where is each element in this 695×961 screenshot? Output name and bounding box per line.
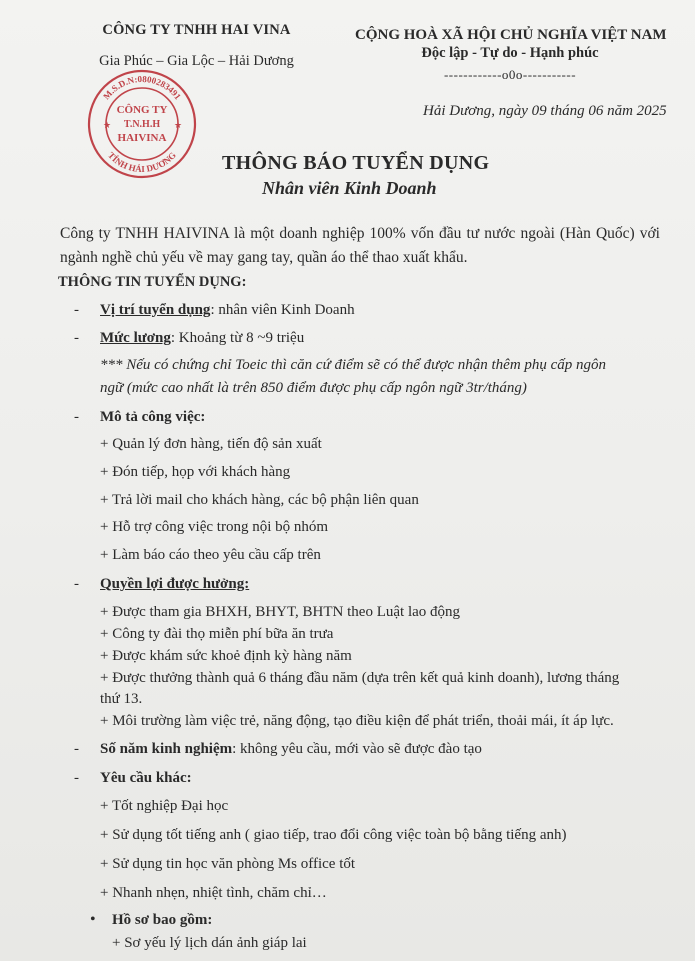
document-title: THÔNG BÁO TUYỂN DỤNG (222, 152, 490, 174)
svg-text:★: ★ (103, 120, 112, 130)
dash-marker: - (74, 770, 79, 786)
stamp-ring-bottom: TỈNH HẢI DƯƠNG (106, 150, 178, 175)
company-name: CÔNG TY TNHH HAI VINA (102, 22, 291, 38)
stamp-ring-top: M.S.D.N:0800283491 (101, 73, 184, 102)
experience-value: : không yêu cầu, mới vào sẽ được đào tạo (232, 741, 482, 757)
benefit-item: thứ 13. (100, 691, 143, 707)
company-address: Gia Phúc – Gia Lộc – Hải Dương (99, 53, 294, 69)
stamp-line-3: HAIVINA (117, 132, 167, 144)
dash-marker: - (74, 576, 79, 592)
position-value: : nhân viên Kinh Doanh (210, 302, 355, 318)
other-requirements-label: Yêu cầu khác: (100, 770, 192, 786)
company-seal-stamp (86, 68, 198, 180)
section-title: THÔNG TIN TUYỂN DỤNG: (58, 274, 247, 290)
benefits-label: Quyền lợi được hưởng: (100, 576, 250, 592)
documents-label: Hồ sơ bao gồm: (112, 912, 213, 928)
requirement-item: + Nhanh nhẹn, nhiệt tình, chăm chỉ… (100, 885, 327, 901)
salary-row (100, 330, 304, 347)
stamp-line-1: CÔNG TY (116, 104, 168, 116)
job-description-item: + Trả lời mail cho khách hàng, các bộ phận liên quan (100, 492, 419, 508)
job-description-label: Mô tả công việc: (100, 409, 206, 425)
nation-motto: Độc lập - Tự do - Hạnh phúc (421, 45, 599, 61)
dash-marker: - (74, 741, 79, 757)
position-row (100, 302, 355, 319)
benefit-item: + Được khám sức khoẻ định kỳ hàng năm (100, 648, 352, 664)
benefit-item: + Môi trường làm việc trẻ, năng động, tạo điều kiện để phát triển, thoải mái, ít áp lực. (100, 713, 614, 729)
salary-value: : Khoảng từ 8 ~9 triệu (170, 330, 305, 346)
document-item: + Sơ yếu lý lịch dán ảnh giáp lai (112, 935, 307, 951)
document-subtitle: Nhân viên Kinh Doanh (262, 178, 437, 198)
job-description-item: + Hỗ trợ công việc trong nội bộ nhóm (100, 519, 329, 535)
nation-separator: ------------o0o----------- (443, 67, 577, 82)
benefit-item: + Được tham gia BHXH, BHYT, BHTN theo Luật lao động (100, 604, 461, 620)
salary-label: Mức lương (100, 330, 171, 346)
position-label: Vị trí tuyển dụng (100, 302, 211, 318)
requirement-item: + Sử dụng tốt tiếng anh ( giao tiếp, trao đổi công việc toàn bộ bằng tiếng anh) (100, 827, 567, 843)
salary-note-line-2: ngữ (mức cao nhất là trên 850 điểm được phụ cấp ngôn ngữ 3tr/tháng) (100, 380, 527, 396)
stamp-line-2: T.N.H.H (123, 119, 161, 130)
job-description-item: + Quản lý đơn hàng, tiến độ sản xuất (100, 436, 322, 452)
dash-marker: - (74, 409, 79, 425)
benefit-item: + Được thưởng thành quả 6 tháng đầu năm (dựa trên kết quả kinh doanh), lương tháng (100, 670, 620, 686)
experience-row (100, 741, 482, 758)
benefit-item: + Công ty đài thọ miễn phí bữa ăn trưa (100, 626, 334, 642)
experience-label: Số năm kinh nghiệm (100, 741, 233, 757)
job-description-item: + Làm báo cáo theo yêu cầu cấp trên (100, 547, 321, 563)
svg-text:★: ★ (174, 120, 183, 130)
date-line: Hải Dương, ngày 09 tháng 06 năm 2025 (423, 103, 667, 119)
bullet-marker: • (90, 911, 96, 928)
nation-title: CỘNG HOÀ XÃ HỘI CHỦ NGHĨA VIỆT NAM (355, 27, 667, 43)
salary-note-line-1: *** Nếu có chứng chỉ Toeic thì căn cứ điểm sẽ có thể được nhận thêm phụ cấp ngôn (100, 357, 607, 373)
dash-marker: - (74, 302, 79, 318)
requirement-item: + Tốt nghiệp Đại học (100, 798, 229, 814)
dash-marker: - (74, 330, 79, 346)
requirement-item: + Sử dụng tin học văn phòng Ms office tốt (100, 856, 356, 872)
intro-paragraph: Công ty TNHH HAIVINA là một doanh nghiệp 100% vốn đầu tư nước ngoài (Hàn Quốc) với ngành nghề chủ yếu về may gang tay, quần áo thể thao xuất khẩu. (60, 225, 660, 266)
job-description-item: + Đón tiếp, họp với khách hàng (100, 464, 291, 480)
